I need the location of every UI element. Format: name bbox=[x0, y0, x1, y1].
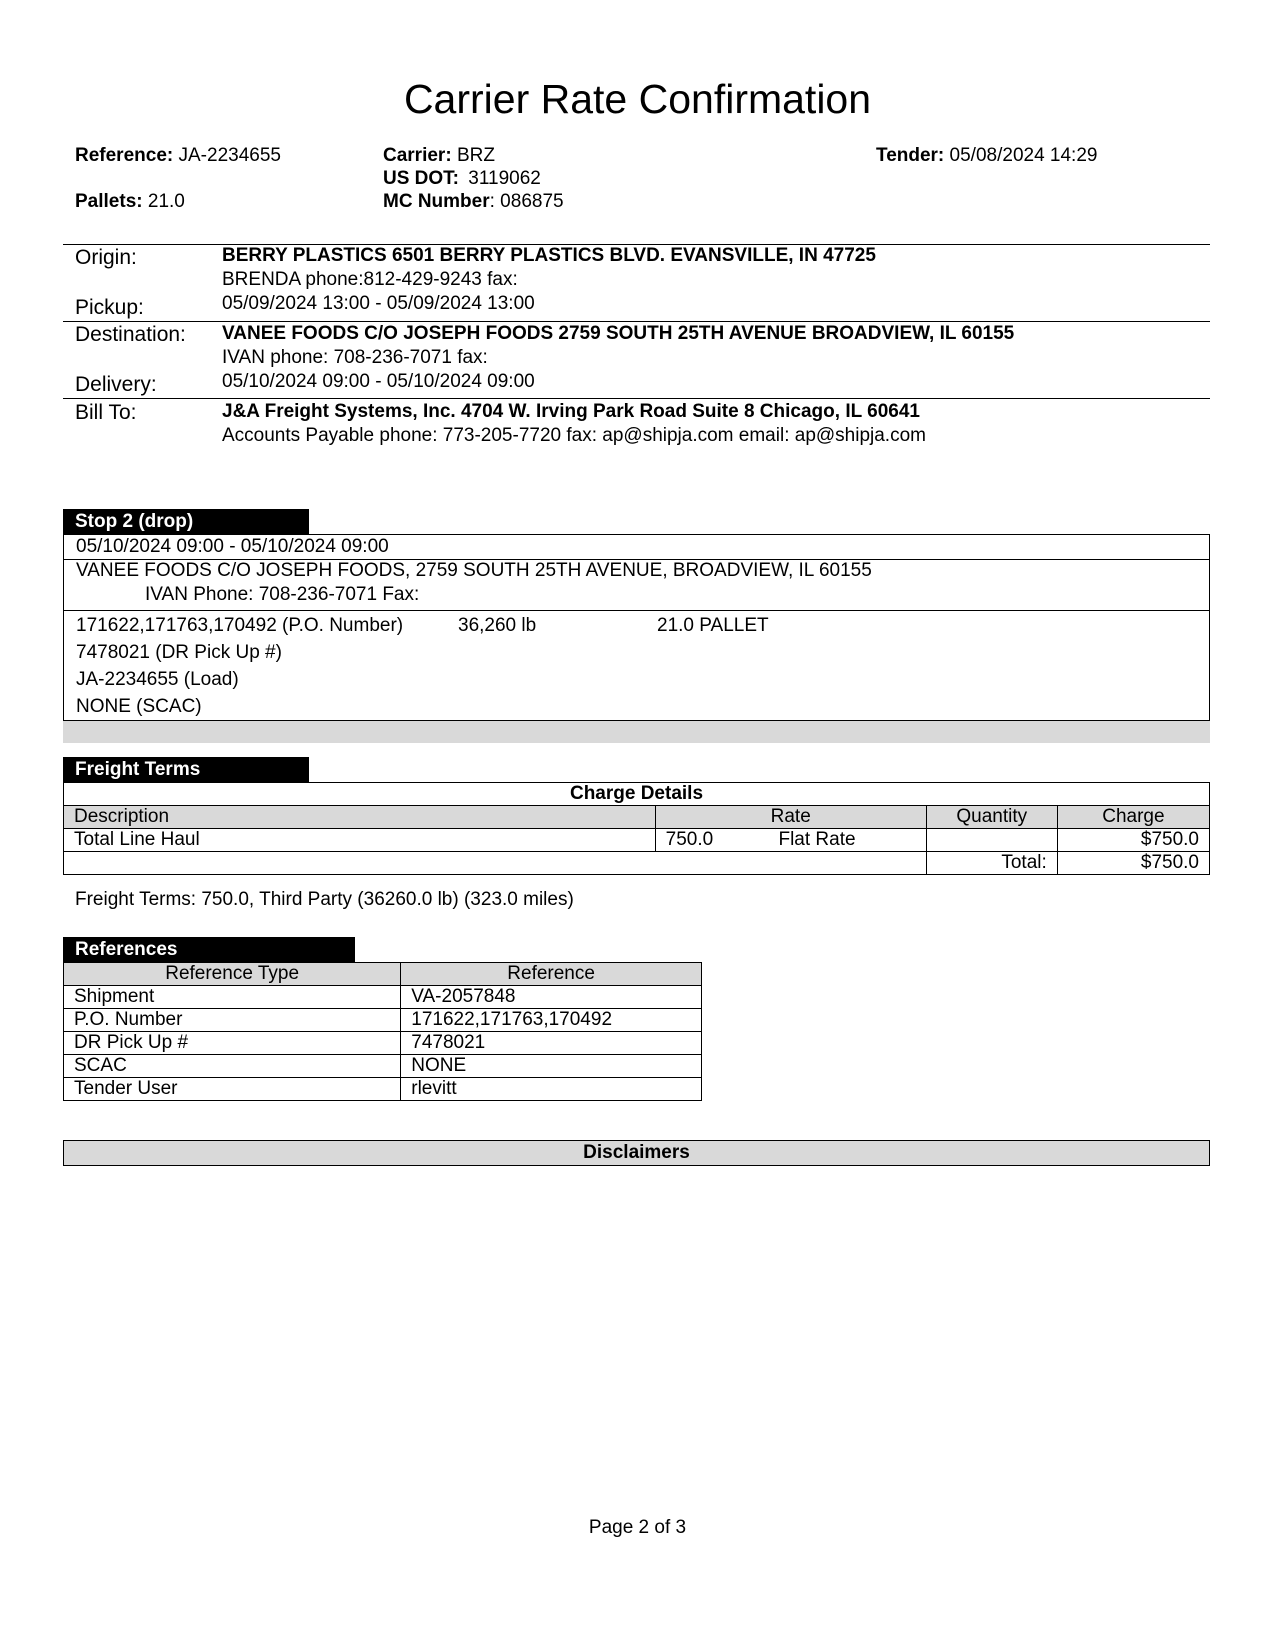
stop-po: 171622,171763,170492 (P.O. Number) bbox=[76, 615, 404, 636]
col-rate: Rate bbox=[655, 806, 926, 829]
table-row bbox=[64, 986, 702, 1009]
ref-type: Tender User bbox=[64, 1078, 401, 1101]
table-row bbox=[64, 1032, 702, 1055]
stop-window-box bbox=[63, 534, 1210, 560]
ref-type: SCAC bbox=[64, 1055, 401, 1078]
pallets-field bbox=[75, 190, 185, 214]
ref-type: Shipment bbox=[64, 986, 401, 1009]
stop-address-box bbox=[63, 559, 1210, 611]
stop-contact: IVAN Phone: 708-236-7071 Fax: bbox=[145, 584, 420, 605]
usdot-value: 3119062 bbox=[468, 168, 541, 189]
total-label: Total: bbox=[926, 852, 1057, 875]
table-row bbox=[64, 1009, 702, 1032]
carrier-label: Carrier: bbox=[383, 145, 452, 166]
billto-address: J&A Freight Systems, Inc. 4704 W. Irving Park Road Suite 8 Chicago, IL 60641 bbox=[222, 401, 920, 422]
pickup-label: Pickup: bbox=[75, 296, 144, 319]
disclaimers-bar: Disclaimers bbox=[63, 1140, 1210, 1166]
line-rate-type: Flat Rate bbox=[778, 829, 856, 850]
ref-value: 7478021 bbox=[401, 1032, 702, 1055]
col-quantity: Quantity bbox=[926, 806, 1057, 829]
col-reference: Reference bbox=[401, 963, 702, 986]
origin-contact: BRENDA phone:812-429-9243 fax: bbox=[222, 269, 518, 290]
pickup-window: 05/09/2024 13:00 - 05/09/2024 13:00 bbox=[222, 293, 535, 314]
tender-field bbox=[876, 144, 1097, 168]
line-charge: $750.0 bbox=[1057, 829, 1209, 852]
stop-window: 05/10/2024 09:00 - 05/10/2024 09:00 bbox=[76, 536, 389, 557]
pallets-value: 21.0 bbox=[147, 191, 185, 212]
mc-label: MC Number bbox=[383, 191, 490, 212]
freight-section-tab: Freight Terms bbox=[63, 757, 309, 782]
mc-value: : 086875 bbox=[489, 191, 564, 212]
line-description: Total Line Haul bbox=[64, 829, 656, 852]
destination-label: Destination: bbox=[75, 323, 186, 346]
origin-address: BERRY PLASTICS 6501 BERRY PLASTICS BLVD. EVANSVILLE, IN 47725 bbox=[222, 245, 876, 266]
freight-terms-text: Freight Terms: 750.0, Third Party (36260.0 lb) (323.0 miles) bbox=[75, 889, 574, 910]
stop-dr-pickup: 7478021 (DR Pick Up #) bbox=[76, 642, 282, 663]
stop-section-tab: Stop 2 (drop) bbox=[63, 509, 309, 534]
mc-field bbox=[383, 190, 564, 214]
billto-label: Bill To: bbox=[75, 401, 137, 424]
divider bbox=[63, 398, 1210, 399]
carrier-field bbox=[383, 144, 495, 168]
usdot-field bbox=[383, 167, 541, 191]
ref-type: P.O. Number bbox=[64, 1009, 401, 1032]
total-blank bbox=[64, 852, 927, 875]
stop-scac: NONE (SCAC) bbox=[76, 696, 202, 717]
stop-address: VANEE FOODS C/O JOSEPH FOODS, 2759 SOUTH 25TH AVENUE, BROADVIEW, IL 60155 bbox=[76, 560, 872, 581]
destination-contact: IVAN phone: 708-236-7071 fax: bbox=[222, 347, 488, 368]
col-reference-type: Reference Type bbox=[64, 963, 401, 986]
reference-label: Reference: bbox=[75, 145, 174, 166]
ref-value: rlevitt bbox=[401, 1078, 702, 1101]
usdot-label: US DOT: bbox=[383, 168, 459, 189]
col-charge: Charge bbox=[1057, 806, 1209, 829]
ref-value: 171622,171763,170492 bbox=[401, 1009, 702, 1032]
delivery-label: Delivery: bbox=[75, 373, 157, 396]
line-quantity bbox=[926, 829, 1057, 852]
page-title: Carrier Rate Confirmation bbox=[403, 76, 872, 122]
table-row bbox=[64, 829, 1210, 852]
references-section-tab: References bbox=[63, 937, 355, 962]
ref-value: NONE bbox=[401, 1055, 702, 1078]
table-row bbox=[64, 1078, 702, 1101]
reference-value: JA-2234655 bbox=[178, 145, 281, 166]
stop-details-box bbox=[63, 610, 1210, 721]
charge-details-title: Charge Details bbox=[64, 783, 1210, 806]
stop-weight: 36,260 lb bbox=[458, 615, 537, 636]
billto-contact: Accounts Payable phone: 773-205-7720 fax: ap@shipja.com email: ap@shipja.com bbox=[222, 425, 926, 446]
charge-table bbox=[63, 782, 1210, 875]
delivery-window: 05/10/2024 09:00 - 05/10/2024 09:00 bbox=[222, 371, 535, 392]
ref-value: VA-2057848 bbox=[401, 986, 702, 1009]
carrier-value: BRZ bbox=[456, 145, 495, 166]
destination-address: VANEE FOODS C/O JOSEPH FOODS 2759 SOUTH 25TH AVENUE BROADVIEW, IL 60155 bbox=[222, 323, 1015, 344]
line-rate-cell bbox=[655, 829, 926, 852]
tender-label: Tender: bbox=[876, 145, 945, 166]
page-number: Page 2 of 3 bbox=[588, 1517, 687, 1538]
tender-value: 05/08/2024 14:29 bbox=[949, 145, 1098, 166]
col-description: Description bbox=[64, 806, 656, 829]
pallets-label: Pallets: bbox=[75, 191, 143, 212]
reference-field bbox=[75, 144, 281, 168]
line-rate: 750.0 bbox=[665, 829, 714, 850]
references-table bbox=[63, 962, 702, 1101]
stop-pallets: 21.0 PALLET bbox=[657, 615, 769, 636]
total-row bbox=[64, 852, 1210, 875]
stop-shaded-bar bbox=[63, 721, 1210, 743]
origin-label: Origin: bbox=[75, 246, 137, 269]
total-value: $750.0 bbox=[1057, 852, 1209, 875]
table-row bbox=[64, 1055, 702, 1078]
ref-type: DR Pick Up # bbox=[64, 1032, 401, 1055]
stop-load: JA-2234655 (Load) bbox=[76, 669, 239, 690]
